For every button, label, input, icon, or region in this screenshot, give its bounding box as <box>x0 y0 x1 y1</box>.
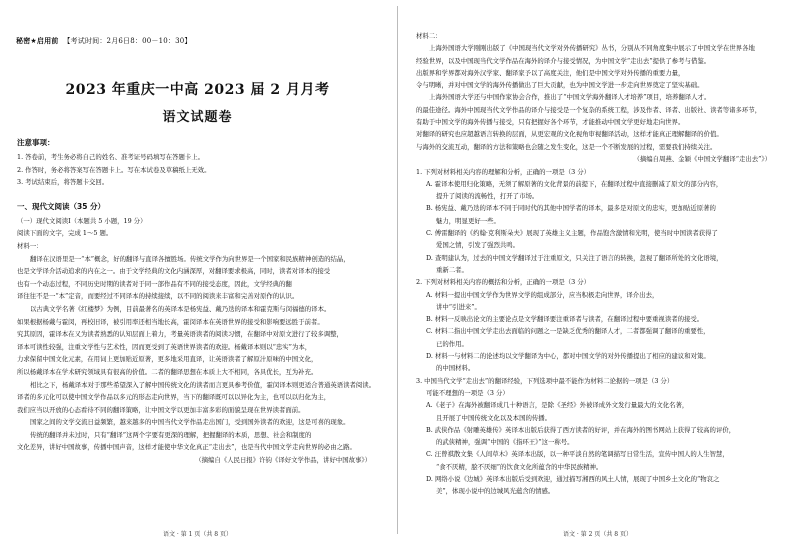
passage-line: 力求保留中国文化元素，在用词上更加贴近原著，更多地采用直译，让英语读者了解原汁原味的中国文化， <box>17 355 318 364</box>
option-line: 且开展了中国传统文化以及本国的传播。 <box>436 413 552 422</box>
page-footer: 语文 · 第 2 页（共 8 页） <box>563 531 632 538</box>
option-line: D. 网络小说《边城》英译本出版后受到欢迎，通过描写湘西的风土人情，展现了中国乡土文化的“物哀之 <box>426 474 720 483</box>
passage-line: 我们应当以开放的心态看待不同的翻译策略，让中国文学以更加丰富多彩的面貌呈现在世界读者面前。 <box>17 405 305 414</box>
question-3-cont: 可能不理想的一项是（3 分） <box>426 388 509 397</box>
passage-line: 文化差异，讲好中国故事，传播中国声音，这样才能使中华文化真正“走出去”，也是当代中国文学走向世界的必由之路。 <box>17 443 356 452</box>
option-line: B. 杨宪益、戴乃迭的译本不同于同时代的其他中国学者的译本，最多是对原文的忠实，更加贴近原著的 <box>426 204 716 213</box>
material-label: 材料一： <box>17 241 43 250</box>
passage-line: 翻译在汉语里是一“本”概念，好的翻译与直译各擅胜场。传统文学作为向世界是一个国家和民族精神创造的结晶， <box>30 254 350 263</box>
option-line: C. 材料二指出中国文学走出去面临的问题之一是缺乏优秀的翻译人才，二者都强调了翻译的重要性， <box>426 327 710 336</box>
material-label: 材料二： <box>416 32 442 40</box>
option-line: 魅力，明显更好一些。 <box>436 216 500 225</box>
option-line: B. 材料一反映出论文的主要论点是文学翻译要注重译者与读者，在翻译过程中要重视读者的接受。 <box>426 315 704 324</box>
option-line: 的武侠精神，强调“中国的《指环王》”这一称号。 <box>436 438 574 447</box>
passage-line: 国家之间的文学交流日益频繁，越来越多的中国当代文学作品走出国门，受到国外读者的欢迎，这是可喜的现象。 <box>30 418 350 427</box>
page-footer: 语文 · 第 1 页（共 8 页） <box>163 531 232 538</box>
question-2: 2. 下列对材料相关内容的概括和分析，正确的一项是（3 分） <box>416 278 590 287</box>
passage-line: 译往往不是一“本”定音，而要经过不同译本的持续接续，以不同的阅读来丰富和完善对原作的认识。 <box>17 292 299 301</box>
source-citation: （摘编自《人民日报》许钧《译好文学作品，讲好中国故事》） <box>195 456 371 465</box>
instruction: 阅读下面的文字，完成 1～5 题。 <box>17 229 113 238</box>
passage-line: 上海外国语大学还与中国作家协会合作，推出了“中国文学海外翻译人才培养”项目，培养翻译人才。 <box>429 93 711 102</box>
passage-line: 经验世界，以及中国现当代文学作品在海外的译介与接受情况，为中国文学“走出去”提供了参考与借鉴。 <box>416 56 711 65</box>
question-3: 3. 中国当代文学“走出去”的翻译经验，下列选项中最不能作为材料二论据的一项是（3 分） <box>416 376 674 385</box>
passage-line: 也有一个动态过程，不同历史时期的读者对于同一部作品有不同的接受态度，因此，文学经典的翻 <box>17 279 292 288</box>
option-line: 爱国之情，引发了强烈共鸣。 <box>436 241 520 250</box>
option-line: 美”，体现小说中的边城风光蕴含的情感。 <box>436 487 555 496</box>
exam-title: 2023 年重庆一中高 2023 届 2 月月考 <box>65 82 330 98</box>
sub-heading: （一）现代文阅读Ⅰ（本题共 5 小题，19 分） <box>17 216 147 225</box>
passage-line: 也是文学译介活动追求的内在之一。由于文学经典的文化内涵深厚，对翻译要求极高，同时，读者对译本的接受 <box>17 267 331 276</box>
option-line: 提升了阅读的流畅性，打开了市场。 <box>436 192 539 201</box>
passage-line: 的最佳途径。海外中国现当代文学作品的译介与接受是一个复杂的系统工程，涉及作者、译者、出版社、读者等诸多环节， <box>416 105 762 114</box>
passage-line: 与海外的交流互动，翻译的方法和策略也会随之发生变化，这是一个不断发展的过程，需要我们持续关注。 <box>416 142 717 151</box>
passage-line: 上海外国语大学刚刚出版了《中国现当代文学对外传播研究》丛书，分别从不同角度集中展示了中国文学在世界各地 <box>429 44 755 53</box>
secret-label: 秘密★启用前 <box>16 37 59 45</box>
passage-line: 译者的多元化可以使中国文学作品以多元的形态走向世界，当下的翻译既可以以异化为主，也可以以归化为主， <box>17 393 331 402</box>
option-line: C. 汪曾祺散文集《人间草木》英译本出版，以一种平淡自然的笔调描写日常生活，宣传中国人的人生智慧， <box>426 450 729 459</box>
notice-item: 1. 答卷前，考生务必将自己的姓名、准考证号码填写在答题卡上。 <box>17 153 205 161</box>
option-line: 讲中“引进来”。 <box>436 302 481 311</box>
option-line: A. 霍译本使用归化策略，无须了解原著的文化背景的前提下，在翻译过程中直接删减了原文的部分内容， <box>426 179 723 188</box>
page-left <box>4 0 391 544</box>
passage-line: 所以杨戴译本在学术研究领域具有很高的价值。二者的翻译思想在本质上大不相同，各具优长，互为补充。 <box>17 367 318 376</box>
option-line: C. 傅雷翻译的《约翰·克利斯朵夫》展现了英雄主义主题，作品饱含激情和光明，使当时中国读者获得了 <box>426 229 718 238</box>
passage-line: 如果根据杨戴与霍闵，再校旧译，被引用率还相当地长高，霍闵译本在英语世界的接受和影响要远胜于前者。 <box>17 317 324 326</box>
notice-heading: 注意事项： <box>17 138 55 147</box>
page-divider <box>397 6 398 534</box>
passage-line: 究其原因，霍译本在又为读者熟悉的认知层面上着力，考量英语读者的阅读习惯，在翻译中对原文进行了较多调整， <box>17 330 343 339</box>
option-line: B. 武侠作品《射雕英雄传》英译本出版后获得了西方读者的好评，并在海外的图书网站上获得了较高的评价， <box>426 425 736 434</box>
passage-line: 有助于中国文学的海外传播与接受，只有把握好各个环节，才能推动中国文学更好地走向世界。 <box>416 118 685 127</box>
option-line: A. 材料一提出中国文学作为世界文学的组成部分，应当积极走向世界，译介出去， <box>426 290 659 299</box>
option-line: 的中国材料。 <box>436 364 475 373</box>
passage-line: 出版界和学界都对海外汉学家、翻译家予以了高度关注，他们是中国文学对外传播的重要力量， <box>416 68 685 77</box>
passage-line: 译本可读性较强，注重文学性与艺术性，因而更受到了英语世界读者的欢迎。杨戴译本则以“忠实”为本， <box>17 342 312 351</box>
option-line: 重新二者。 <box>436 265 468 274</box>
source-citation: （摘编自周燕、金颖《中国文学翻译“走出去”》） <box>633 154 771 163</box>
option-line: D. 查明建认为，过去的中国文学翻译过于注重原文，只关注了语言的转换，忽视了翻译所处的文化语境， <box>426 253 723 262</box>
option-line: 已的作用。 <box>436 339 468 348</box>
section-heading: 一、现代文阅读（35 分） <box>17 201 106 211</box>
notice-item: 3. 考试结束后，将答题卡交回。 <box>17 178 109 187</box>
passage-line: 令与明晰，并对中国文学的海外传播做出了巨大贡献，也为中国文学进一步走向世界奠定了坚实基础。 <box>416 81 704 90</box>
notice-item: 2. 作答时，务必将答案写在答题卡上。写在本试卷及草稿纸上无效。 <box>17 165 211 174</box>
exam-subtitle: 语文试题卷 <box>162 110 233 125</box>
passage-line: 以古典文学名著《红楼梦》为例，目前最著名的英译本是杨宪益、戴乃迭的译本和霍克斯与闵福德的译本。 <box>30 304 331 313</box>
question-1: 1. 下列对材料相关内容的理解和分析，正确的一项是（3 分） <box>416 167 590 176</box>
option-line: “食不厌精，脍不厌细”的饮食文化所蕴含的中华民族精神。 <box>436 462 603 471</box>
option-line: D. 材料一与材料二的论述均以文学翻译为中心，都对中国文学的对外传播提出了相应的建议和对策。 <box>426 352 710 361</box>
option-line: A.《老子》在海外被翻译成几十种语言，是除《圣经》外被译成外文发行量最大的文化名著， <box>426 401 689 410</box>
exam-header <box>16 36 391 46</box>
passage-line: 对翻译的研究也应超越语言转换的层面，从更宏观的文化视角审视翻译活动，这样才能真正理解翻译的价值。 <box>416 130 723 139</box>
passage-line: 相比之下，杨戴译本对于那些希望深入了解中国传统文化的读者而言更具参考价值，霍闵译本则更适合普通英语读者阅读。 <box>30 380 376 389</box>
exam-time: 【考试时间：2月6日8：00－10：30】 <box>63 37 192 45</box>
page-right <box>404 0 791 544</box>
passage-line: 传统的翻译并未过时，只有“翻译”这两个字要有更深的理解，把握翻译的本质，思想、社会和制度的 <box>30 430 312 439</box>
